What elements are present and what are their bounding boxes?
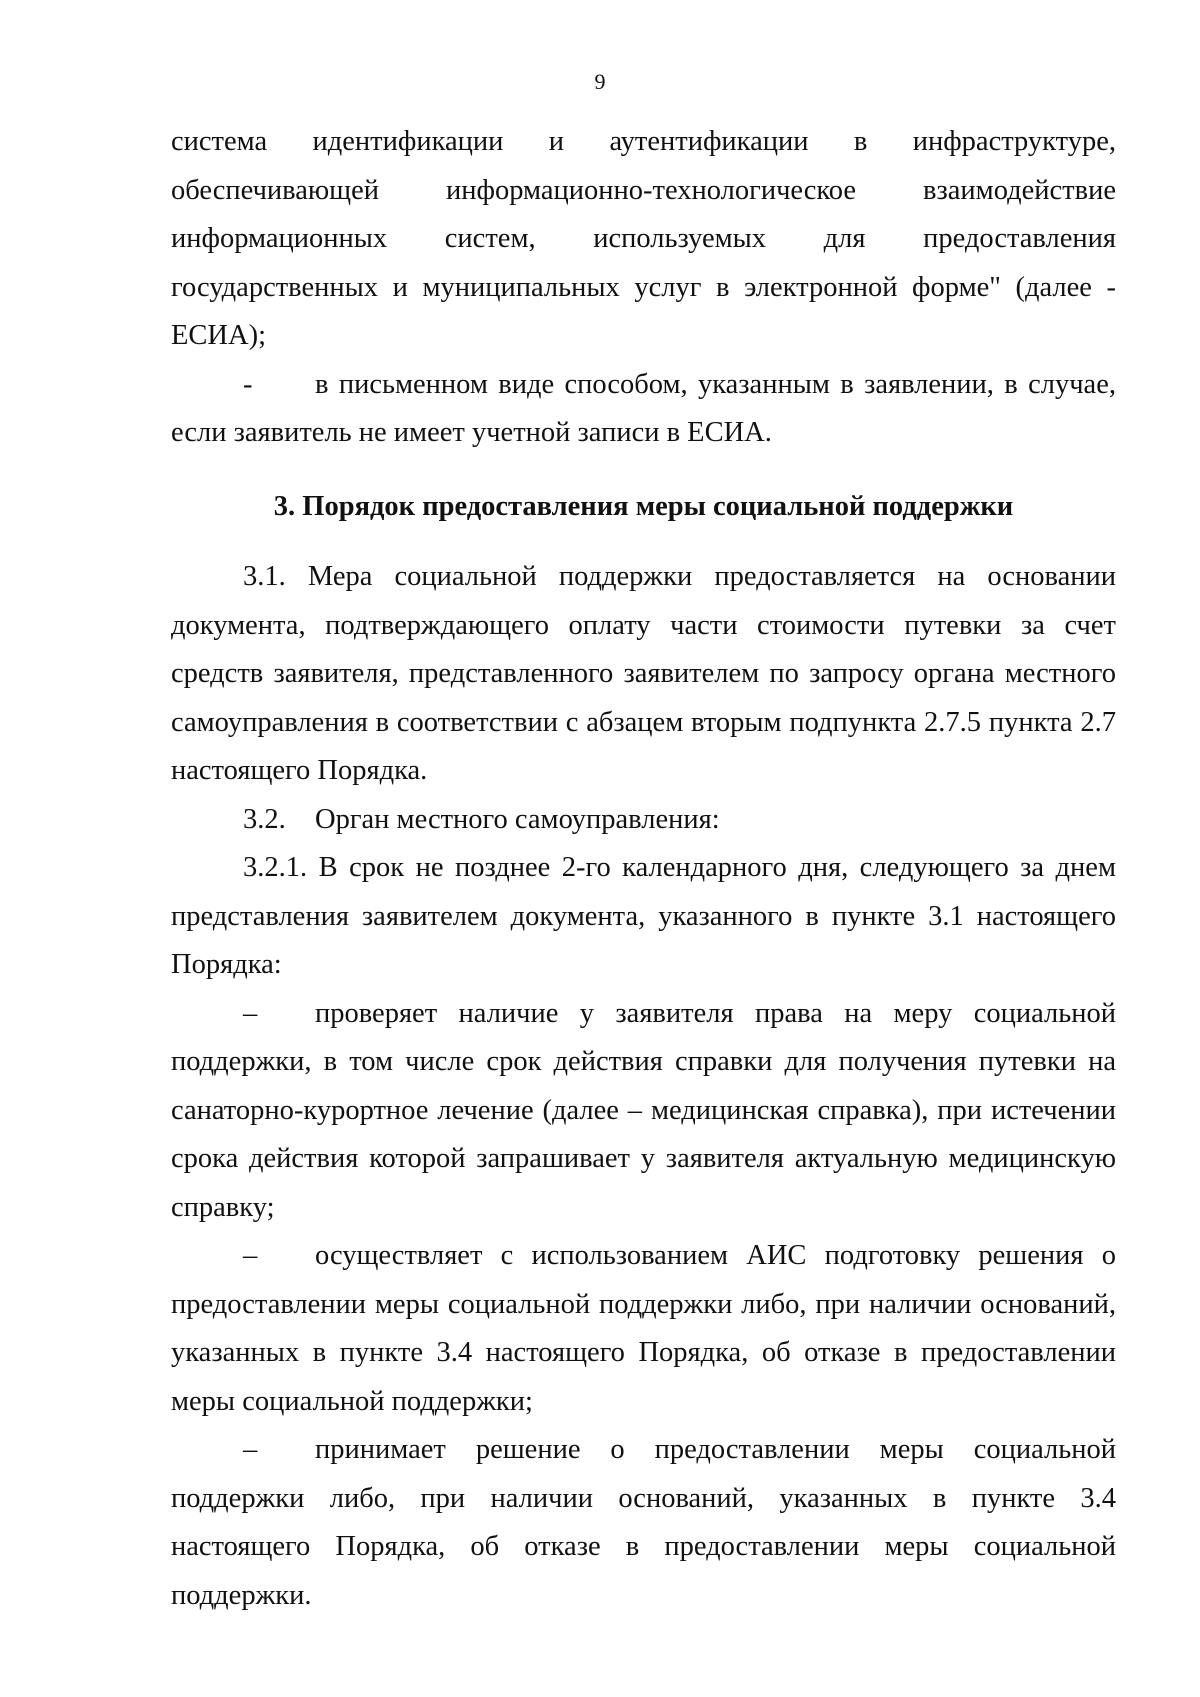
document-body xyxy=(171,118,1116,1620)
list-item-text: проверяет наличие у заявителя права на меру социальной поддержки, в том числе срок действия справки для получения путевки на санаторно-курортное лечение (далее – медицинская справка), при истечении срока действия которой запрашивает у заявителя актуальную медицинскую справку; xyxy=(171,997,1116,1223)
list-item-text: в письменном виде способом, указанным в заявлении, в случае, если заявитель не имеет учетной записи в ЕСИА. xyxy=(171,368,1116,448)
paragraph-3-2 xyxy=(171,796,1116,845)
list-dash: – xyxy=(243,1434,258,1465)
paragraph-3-1: 3.1. Мера социальной поддержки предоставляется на основании документа, подтверждающего оплату части стоимости путевки за счет средств заявителя, представленного заявителем по запросу органа местного самоуправления в соответствии с абзацем вторым подпункта 2.7.5 пункта 2.7 настоящего Порядка. xyxy=(171,561,1116,786)
clause-text: Орган местного самоуправления: xyxy=(315,803,720,835)
page-number: 9 xyxy=(594,69,606,94)
list-dash: - xyxy=(243,368,253,400)
paragraph-esia-definition: система идентификации и аутентификации в инфраструктуре, обеспечивающей информационно-технологическое взаимодействие информационных систем, используемых для предоставления государственных и муниципальных услуг в электронной форме" (далее - ЕСИА); xyxy=(171,126,1116,351)
list-item-text: принимает решение о предоставлении меры социальной поддержки либо, при наличии оснований, указанных в пункте 3.4 настоящего Порядка, об отказе в предоставлении меры социальной поддержки. xyxy=(171,1434,1116,1611)
list-dash: – xyxy=(243,1240,258,1271)
list-item-written-form xyxy=(171,361,1116,458)
list-item-checks-right xyxy=(171,990,1116,1233)
paragraph-3-2-1: 3.2.1. В срок не позднее 2-го календарного дня, следующего за днем представления заявителем документа, указанного в пункте 3.1 настоящего Порядка: xyxy=(171,852,1116,980)
list-item-prepares-decision xyxy=(171,1232,1116,1426)
section-heading: 3. Порядок предоставления меры социальной поддержки xyxy=(273,490,1014,522)
list-item-text: осуществляет с использованием АИС подготовку решения о предоставлении меры социальной поддержки либо, при наличии оснований, указанных в пункте 3.4 настоящего Порядка, об отказе в предоставлении меры социальной поддержки; xyxy=(171,1240,1116,1417)
list-dash: – xyxy=(243,997,258,1029)
list-item-makes-decision xyxy=(171,1426,1116,1620)
clause-number: 3.2. xyxy=(243,803,286,835)
